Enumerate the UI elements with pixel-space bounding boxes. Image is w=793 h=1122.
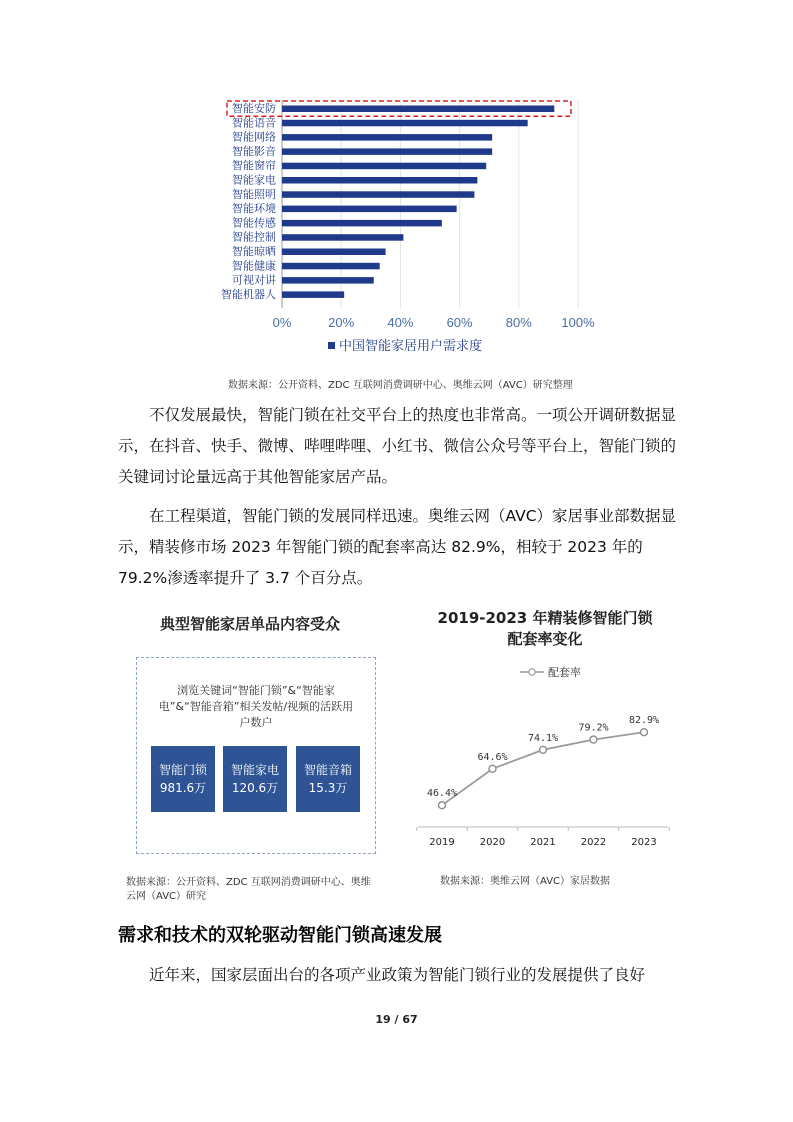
bar <box>282 234 403 241</box>
line-chart-title-line1: 2019-2023 年精装修智能门锁 <box>437 609 653 627</box>
category-label: 智能语音 <box>232 116 276 130</box>
x-tick-label: 60% <box>446 315 473 330</box>
legend-swatch <box>328 342 335 349</box>
bar <box>282 106 554 113</box>
category-label: 智能机器人 <box>221 287 276 301</box>
line-chart-legend: 配套率 <box>548 666 581 679</box>
audience-value: 981.6万 <box>159 781 207 795</box>
audience-box-appliance <box>223 746 287 812</box>
bar <box>282 163 486 170</box>
data-point <box>590 736 597 743</box>
x-axis-ticks <box>417 827 670 831</box>
data-label: 79.2% <box>578 722 609 734</box>
x-label: 2023 <box>631 837 657 848</box>
category-label: 智能照明 <box>232 187 276 201</box>
category-label: 智能晾晒 <box>232 245 276 258</box>
x-tick-label: 80% <box>505 315 532 330</box>
data-point <box>489 765 496 772</box>
audience-value: 120.6万 <box>231 781 279 795</box>
x-axis-labels <box>429 837 656 848</box>
category-label: 智能家电 <box>232 173 276 187</box>
category-label: 智能环境 <box>232 202 276 216</box>
x-label: 2020 <box>479 837 506 848</box>
audience-label: 智能音箱 <box>303 763 352 777</box>
data-labels <box>427 715 659 799</box>
bar-chart-x-ticks <box>273 315 595 330</box>
audience-panel-title: 典型智能家居单品内容受众 <box>159 615 340 633</box>
x-label: 2021 <box>530 837 556 848</box>
x-tick-label: 20% <box>328 315 355 330</box>
line-chart-source: 数据来源：奥维云网（AVC）家居数据 <box>440 876 611 887</box>
bar <box>282 291 344 298</box>
bar-chart-legend: 中国智能家居用户需求度 <box>339 339 483 354</box>
audience-label: 智能门锁 <box>158 763 207 777</box>
data-point <box>641 729 648 736</box>
bar-chart-gridlines <box>282 100 578 308</box>
category-label: 可视对讲 <box>232 273 276 287</box>
audience-box-door-lock <box>151 746 215 812</box>
x-tick-label: 40% <box>387 315 414 330</box>
data-point <box>439 802 446 809</box>
paragraph-3: 近年来，国家层面出台的各项产业政策为智能门锁行业的发展提供了良好 <box>149 966 646 984</box>
bar <box>282 206 457 213</box>
bar <box>282 120 528 127</box>
x-label: 2019 <box>429 837 455 848</box>
data-label: 82.9% <box>628 715 660 727</box>
category-label: 智能影音 <box>232 144 276 158</box>
audience-description: 浏览关键词“智能门锁”&“智能家电”&“智能音箱”相关发帖/视频的活跃用户数户 <box>158 684 354 729</box>
paragraph-1: 不仅发展最快，智能门锁在社交平台上的热度也非常高。一项公开调研数据显示，在抖音、快手、微博、哔哩哔哩、小红书、微信公众号等平台上，智能门锁的关键词讨论量远高于其他智能家居产品。 <box>118 406 677 486</box>
audience-value: 15.3万 <box>308 781 348 795</box>
section-heading: 需求和技术的双轮驱动智能门锁高速发展 <box>118 925 442 946</box>
bar <box>282 134 492 141</box>
category-label: 智能网络 <box>232 130 276 144</box>
category-label: 智能安防 <box>232 102 276 115</box>
bar-chart-bars <box>282 106 554 298</box>
x-label: 2022 <box>580 837 607 848</box>
x-tick-label: 0% <box>272 315 292 330</box>
paragraph-2: 在工程渠道，智能门锁的发展同样迅速。奥维云网（AVC）家居事业部数据显示，精装修市场 2023 年智能门锁的配套率高达 82.9%，相较于 2023 年的 79.2%渗透率提升了 3.7 个百分点。 <box>118 507 677 587</box>
data-label: 46.4% <box>426 788 458 800</box>
line-chart-title-line2: 配套率变化 <box>507 630 583 648</box>
data-label: 74.1% <box>527 732 559 744</box>
bar <box>282 148 492 155</box>
bar <box>282 277 374 284</box>
legend-marker <box>529 669 535 675</box>
category-label: 智能健康 <box>232 259 276 273</box>
audience-source: 数据来源：公开资料、ZDC 互联网消费调研中心、奥维云网（AVC）研究 <box>126 877 371 902</box>
bar <box>282 249 386 256</box>
page-number: 19 / 67 <box>375 1013 418 1026</box>
fitting-rate-line-chart <box>410 655 685 855</box>
bar <box>282 220 442 227</box>
bar-chart-category-labels <box>221 101 276 301</box>
audience-box-speaker <box>296 746 360 812</box>
data-point <box>540 746 547 753</box>
bar <box>282 177 477 184</box>
bar <box>282 263 380 270</box>
bar <box>282 191 474 198</box>
category-label: 智能传感 <box>232 216 276 230</box>
category-label: 智能控制 <box>232 230 276 244</box>
category-label: 智能窗帘 <box>232 159 276 173</box>
bar-chart-source: 数据来源：公开资料、ZDC 互联网消费调研中心、奥维云网（AVC）研究整理 <box>228 380 573 391</box>
x-tick-label: 100% <box>561 315 595 330</box>
demand-bar-chart <box>200 96 620 364</box>
data-label: 64.6% <box>477 751 508 763</box>
audience-label: 智能家电 <box>230 763 279 777</box>
